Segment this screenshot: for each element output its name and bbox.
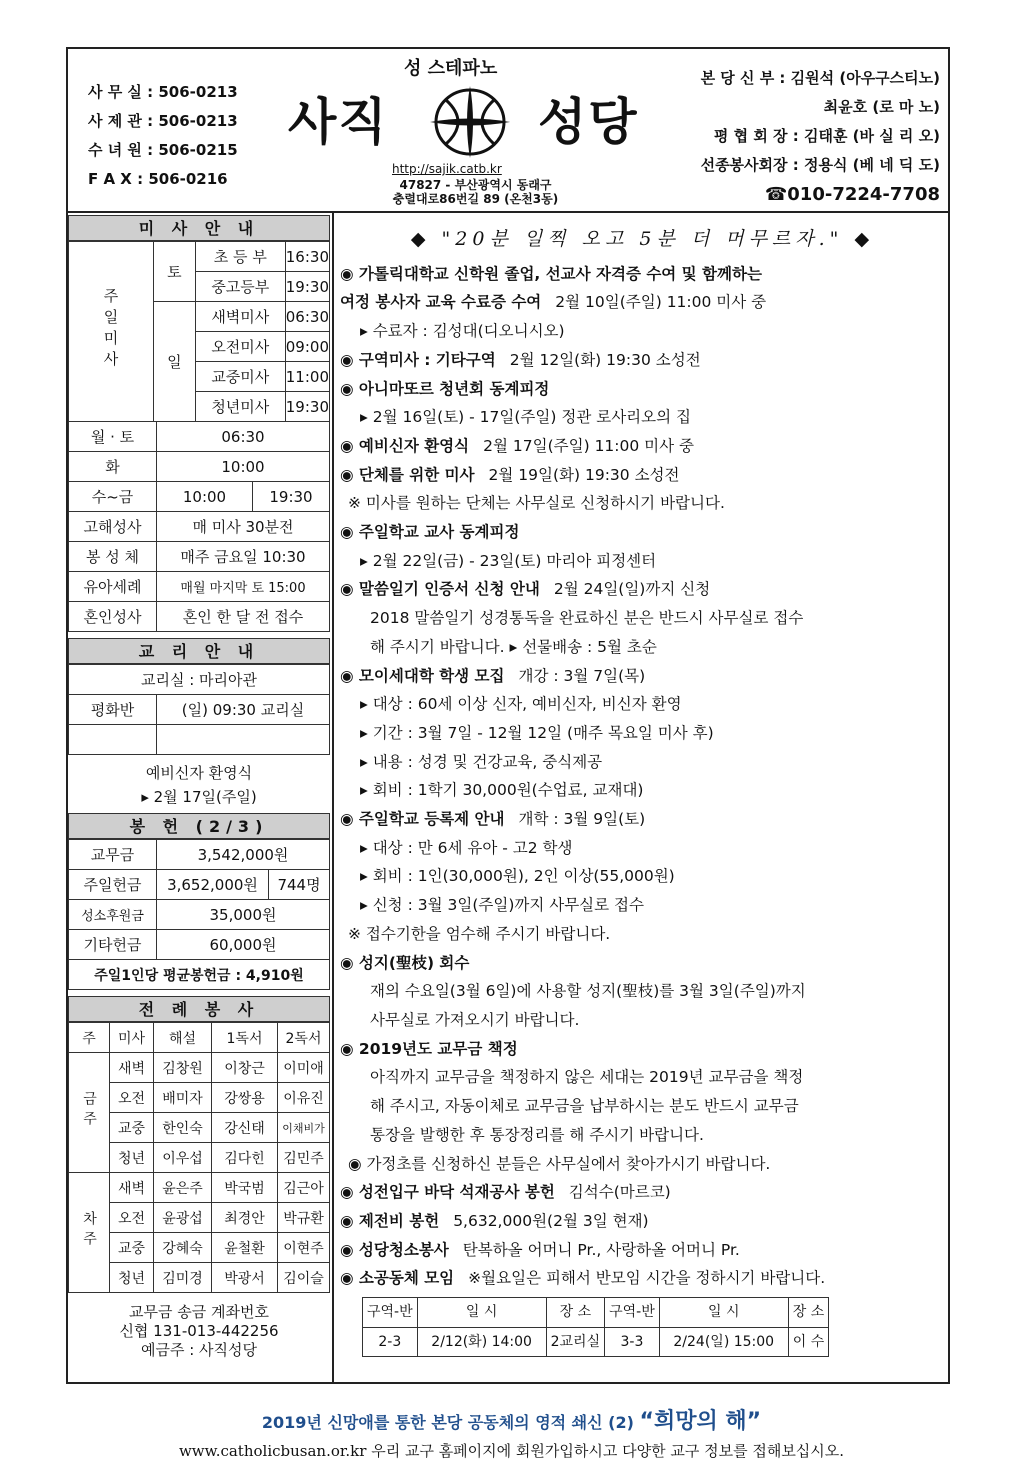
empty-cell [157,725,330,755]
meeting-header: 일 시 [659,1298,788,1328]
mass-table [68,241,330,422]
notice-heading: ◉ 주일학교 등록제 안내 [340,810,505,829]
weekday-day: 화 [69,452,157,482]
sacrament-name: 혼인성사 [69,602,157,632]
mass-time: 11:00 [285,362,329,392]
liturgy-cell: 김민주 [278,1143,330,1173]
mass-name: 교중미사 [195,362,285,392]
phone-number: ☎010-7224-7708 [764,184,940,205]
notice-line [340,662,945,691]
footer-theme-big: “희망의 해” [639,1409,762,1434]
welcome-date: ▸ 2월 17일(주일) [141,788,257,806]
liturgy-cell: 김창원 [154,1053,212,1083]
notice-detail: 개강 : 3월 7일(목) [518,666,646,685]
notice-line [340,1035,945,1064]
contact-fax: F A X : 506-0216 [88,170,228,188]
account-title: 교무금 송금 계좌번호 [129,1303,269,1321]
offering-section-title: 봉 헌 (2/3) [68,813,330,839]
notice-line: ▸ 신청 : 3월 3일(주일)까지 사무실로 접수 [360,896,645,915]
notice-line [340,375,945,404]
notice-line: ▸ 회비 : 1학기 30,000원(수업료, 교재대) [360,781,644,800]
sunday-label: 일 [154,302,196,422]
offering-value: 60,000원 [157,930,330,960]
meeting-cell: 2/24(일) 15:00 [659,1327,788,1357]
notice-line [340,1264,945,1293]
notice-line: ◉ 가정초를 신청하신 분들은 사무실에서 찾아가시기 바랍니다. [348,1154,771,1173]
weekday-day: 수~금 [69,482,157,512]
notice-detail: 2월 12일(화) 19:30 소성전 [509,350,701,369]
motto-text: "20분 일찍 오고 5분 더 머무르자." [441,228,844,250]
liturgy-cell: 교중 [110,1113,154,1143]
liturgy-cell: 한인숙 [154,1113,212,1143]
notice-line: 해 주시고, 자동이체로 교무금을 납부하시는 분도 반드시 교무금 [370,1097,799,1116]
staff-list [664,64,940,209]
notice-detail: 2월 19일(화) 19:30 소성전 [488,465,680,484]
motto: ◆ "20분 일찍 오고 5분 더 머무르자." ◆ [410,228,875,250]
meeting-header: 장 소 [788,1298,829,1328]
staff-funeral: 선종봉사회장 : 정용식 (베 네 딕 도) [700,156,940,174]
notice-heading: ◉ 주일학교 교사 동계피정 [340,523,520,542]
liturgy-cell: 이현주 [278,1233,330,1263]
notice-detail: 개학 : 3월 9일(토) [518,810,646,829]
notice-heading: ◉ 말씀일기 인증서 신청 안내 [340,580,540,599]
liturgy-header: 주 [69,1023,110,1053]
meeting-header: 구역-반 [605,1298,660,1328]
notice-line [340,288,945,317]
liturgy-header: 1독서 [212,1023,278,1053]
notice-detail: 2월 24일(일)까지 신청 [553,580,711,599]
notice-detail: 5,632,000원(2월 3일 현재) [453,1211,649,1230]
liturgy-cell: 청년 [110,1263,154,1293]
contact-rectory: 사 제 관 : 506-0213 [88,112,238,130]
mass-time: 06:30 [285,302,329,332]
liturgy-cell: 강쌍용 [212,1083,278,1113]
liturgy-cell: 박규환 [278,1203,330,1233]
footer-theme [0,1404,1023,1435]
notice-line: ※ 미사를 원하는 단체는 사무실로 신청하시기 바랍니다. [348,494,725,513]
class-name: 평화반 [69,695,157,725]
notice-line [340,1178,945,1207]
mass-name: 중고등부 [195,272,285,302]
parish-cross-logo [420,82,520,162]
notice-heading: ◉ 성지(聖枝) 회수 [340,953,470,972]
staff-pastor: 본 당 신 부 : 김원석 (아우구스티노) [700,69,940,87]
sacrament-value: 매월 마지막 토 15:00 [157,572,330,602]
offering-name: 교무금 [69,840,157,870]
mass-time: 16:30 [285,242,329,272]
meeting-cell: 2-3 [363,1327,418,1357]
notice-line [340,432,945,461]
weekday-day: 월 · 토 [69,422,157,452]
notice-line [340,949,945,978]
parish-address [368,178,583,206]
meeting-cell: 이 수 [788,1327,829,1357]
sacrament-name: 고해성사 [69,512,157,542]
weekday-time: 06:30 [157,422,330,452]
welcome-title: 예비신자 환영식 [145,764,253,782]
notice-line [340,518,945,547]
notice-line: ▸ 수료자 : 김성대(디오니시오) [360,322,565,341]
liturgy-cell: 이미애 [278,1053,330,1083]
welcome-block [68,755,330,813]
mass-name: 오전미사 [195,332,285,362]
mass-time: 19:30 [285,272,329,302]
offering-value: 35,000원 [157,900,330,930]
mass-time: 09:00 [285,332,329,362]
account-holder: 예금주 : 사직성당 [140,1341,258,1359]
weekday-time: 10:00 [157,482,253,512]
sunday-mass-label: 주일미사 [69,242,154,422]
mass-name: 새벽미사 [195,302,285,332]
liturgy-cell: 배미자 [154,1083,212,1113]
this-week-label: 금주 [69,1053,110,1173]
parish-subtitle: 성 스테파노 [404,58,498,79]
weekday-time: 19:30 [253,482,330,512]
notice-heading: ◉ 구역미사 : 기타구역 [340,350,496,369]
mass-section-title: 미 사 안 내 [68,215,330,241]
sacrament-name: 유아세례 [69,572,157,602]
liturgy-cell: 이우섭 [154,1143,212,1173]
notice-heading: ◉ 예비신자 환영식 [340,436,470,455]
notice-line [340,1207,945,1236]
mass-time: 19:30 [285,392,329,422]
meeting-header: 장 소 [546,1298,604,1328]
notice-line [340,461,945,490]
notice-line: ▸ 내용 : 성경 및 건강교육, 중식제공 [360,752,603,771]
mass-name: 청년미사 [195,392,285,422]
offering-name: 주일헌금 [69,870,157,900]
staff-assistant: 최윤호 (로 마 노) [823,98,940,116]
notice-line: ▸ 대상 : 60세 이상 신자, 예비신자, 비신자 환영 [360,695,682,714]
contact-office: 사 무 실 : 506-0213 [88,83,238,101]
notice-heading: ◉ 제전비 봉헌 [340,1211,440,1230]
liturgy-cell: 새벽 [110,1053,154,1083]
notice-heading: ◉ 2019년도 교무금 책정 [340,1039,518,1058]
meeting-table [362,1297,829,1357]
parish-url[interactable]: http://sajik.catb.kr [392,162,502,176]
liturgy-cell: 새벽 [110,1173,154,1203]
column-divider [332,213,334,1384]
notice-heading: ◉ 소공동체 모임 [340,1269,455,1288]
weekday-time: 10:00 [157,452,330,482]
notice-line: ▸ 기간 : 3월 7일 - 12월 12일 (매주 목요일 미사 후) [360,723,714,742]
notice-line: ▸ 2월 16일(토) - 17일(주일) 정관 로사리오의 집 [360,408,691,427]
notice-line [340,1236,945,1265]
notice-heading: 여정 봉사자 교육 수료증 수여 [340,293,542,312]
notice-detail: 2월 10일(주일) 11:00 미사 중 [555,293,767,312]
notice-heading: ◉ 성전입구 바닥 석재공사 봉헌 [340,1183,555,1202]
liturgy-cell: 박국범 [212,1173,278,1203]
liturgy-header: 해설 [154,1023,212,1053]
liturgy-cell: 청년 [110,1143,154,1173]
liturgy-cell: 윤철환 [212,1233,278,1263]
notice-line: 2018 말씀일기 성경통독을 완료하신 분은 반드시 사무실로 접수 [370,609,804,628]
sacrament-value: 매주 금요일 10:30 [157,542,330,572]
liturgy-cell: 윤은주 [154,1173,212,1203]
liturgy-header: 2독서 [278,1023,330,1053]
liturgy-header: 미사 [110,1023,154,1053]
notice-line [340,346,945,375]
liturgy-cell: 강신태 [212,1113,278,1143]
address-line-2: 충렬대로86번길 89 (온천3동) [392,192,559,206]
liturgy-cell: 김미경 [154,1263,212,1293]
empty-cell [69,725,157,755]
notice-heading: ◉ 모이세대학 학생 모집 [340,666,505,685]
liturgy-cell: 윤광섭 [154,1203,212,1233]
account-number: 신협 131-013-442256 [119,1322,279,1340]
notices-column [340,225,945,1357]
liturgy-cell: 교중 [110,1233,154,1263]
notice-detail: ※월요일은 피해서 반모임 시간을 정하시기 바랍니다. [468,1269,826,1288]
class-time: (일) 09:30 교리실 [157,695,330,725]
catechism-table [68,664,330,755]
notice-heading: ◉ 가톨릭대학교 신학원 졸업, 선교사 자격증 수여 및 함께하는 [340,264,762,283]
notice-line: ※ 접수기한을 엄수해 주시기 바랍니다. [348,924,611,943]
left-column [68,215,330,1360]
notice-line: ▸ 2월 22일(금) - 23일(토) 마리아 피정센터 [360,551,657,570]
meeting-header: 구역-반 [363,1298,418,1328]
notice-detail: 김석수(마르코) [568,1183,671,1202]
notice-line: 해 주시기 바랍니다. ▸ 선물배송 : 5월 초순 [370,637,657,656]
offering-value: 3,542,000원 [157,840,330,870]
address-line-1: 47827 - 부산광역시 동래구 [399,178,552,192]
liturgy-cell: 김이슬 [278,1263,330,1293]
notice-line: ▸ 대상 : 만 6세 유아 - 고2 학생 [360,838,573,857]
parish-name-b: 성당 [538,93,639,151]
offering-average: 주일1인당 평균봉헌금 : 4,910원 [69,960,330,990]
notice-detail: 2월 17일(주일) 11:00 미사 중 [483,436,695,455]
sacrament-name: 봉 성 체 [69,542,157,572]
liturgy-cell: 이창근 [212,1053,278,1083]
liturgy-cell: 이유진 [278,1083,330,1113]
contact-convent: 수 녀 원 : 506-0215 [88,141,238,159]
footer-theme-text: 2019년 신망애를 통한 본당 공동체의 영적 쇄신 (2) [261,1413,634,1432]
liturgy-cell: 이채비가 [278,1113,330,1143]
liturgy-cell: 김다힌 [212,1143,278,1173]
notice-list [340,260,945,1293]
offering-table [68,839,330,990]
notice-detail: 탄복하올 어머니 Pr., 사랑하올 어머니 Pr. [462,1240,740,1259]
offering-name: 기타헌금 [69,930,157,960]
notice-line: 아직까지 교무금을 책정하지 않은 세대는 2019년 교무금을 책정 [370,1068,804,1087]
account-block [68,1293,330,1360]
notice-line [340,260,945,289]
notice-line: 사무실로 가져오시기 바랍니다. [370,1010,580,1029]
liturgy-cell: 오전 [110,1083,154,1113]
sacrament-value: 매 미사 30분전 [157,512,330,542]
meeting-header: 일 시 [417,1298,546,1328]
catechism-section-title: 교 리 안 내 [68,638,330,664]
sacrament-value: 혼인 한 달 전 접수 [157,602,330,632]
mass-name: 초 등 부 [195,242,285,272]
catechism-room: 교리실 : 마리아관 [69,665,330,695]
next-week-label: 차주 [69,1173,110,1293]
meeting-cell: 2교리실 [546,1327,604,1357]
liturgy-table [68,1022,330,1293]
liturgy-cell: 김근아 [278,1173,330,1203]
offering-value: 3,652,000원 [157,870,269,900]
liturgy-cell: 오전 [110,1203,154,1233]
offering-name: 성소후원금 [69,900,157,930]
offering-count: 744명 [269,870,330,900]
liturgy-cell: 박광서 [212,1263,278,1293]
notice-heading: ◉ 아니마또르 청년회 동계피정 [340,379,550,398]
notice-line: ▸ 회비 : 1인(30,000원), 2인 이상(55,000원) [360,867,675,886]
notice-line [340,575,945,604]
notice-heading: ◉ 성당청소봉사 [340,1240,449,1259]
meeting-cell: 3-3 [605,1327,660,1357]
footer-website[interactable]: www.catholicbusan.or.kr 우리 교구 홈페이지에 회원가입하시고 다양한 교구 정보를 접해보십시오. [178,1442,845,1460]
meeting-cell: 2/12(화) 14:00 [417,1327,546,1357]
liturgy-cell: 강혜숙 [154,1233,212,1263]
notice-heading: ◉ 단체를 위한 미사 [340,465,475,484]
notice-line: 재의 수요일(3월 6일)에 사용할 성지(聖枝)를 3월 3일(주일)까지 [370,982,806,1001]
staff-council: 평 협 회 장 : 김태훈 (바 실 리 오) [713,127,940,145]
weekday-mass-table [68,421,330,632]
liturgy-cell: 최경안 [212,1203,278,1233]
liturgy-section-title: 전 례 봉 사 [68,996,330,1022]
parish-name-a: 사직 [288,93,389,151]
saturday-label: 토 [154,242,196,302]
notice-line: 통장을 발행한 후 통장정리를 해 주시기 바랍니다. [370,1125,704,1144]
contact-list [88,78,238,194]
notice-line [340,805,945,834]
